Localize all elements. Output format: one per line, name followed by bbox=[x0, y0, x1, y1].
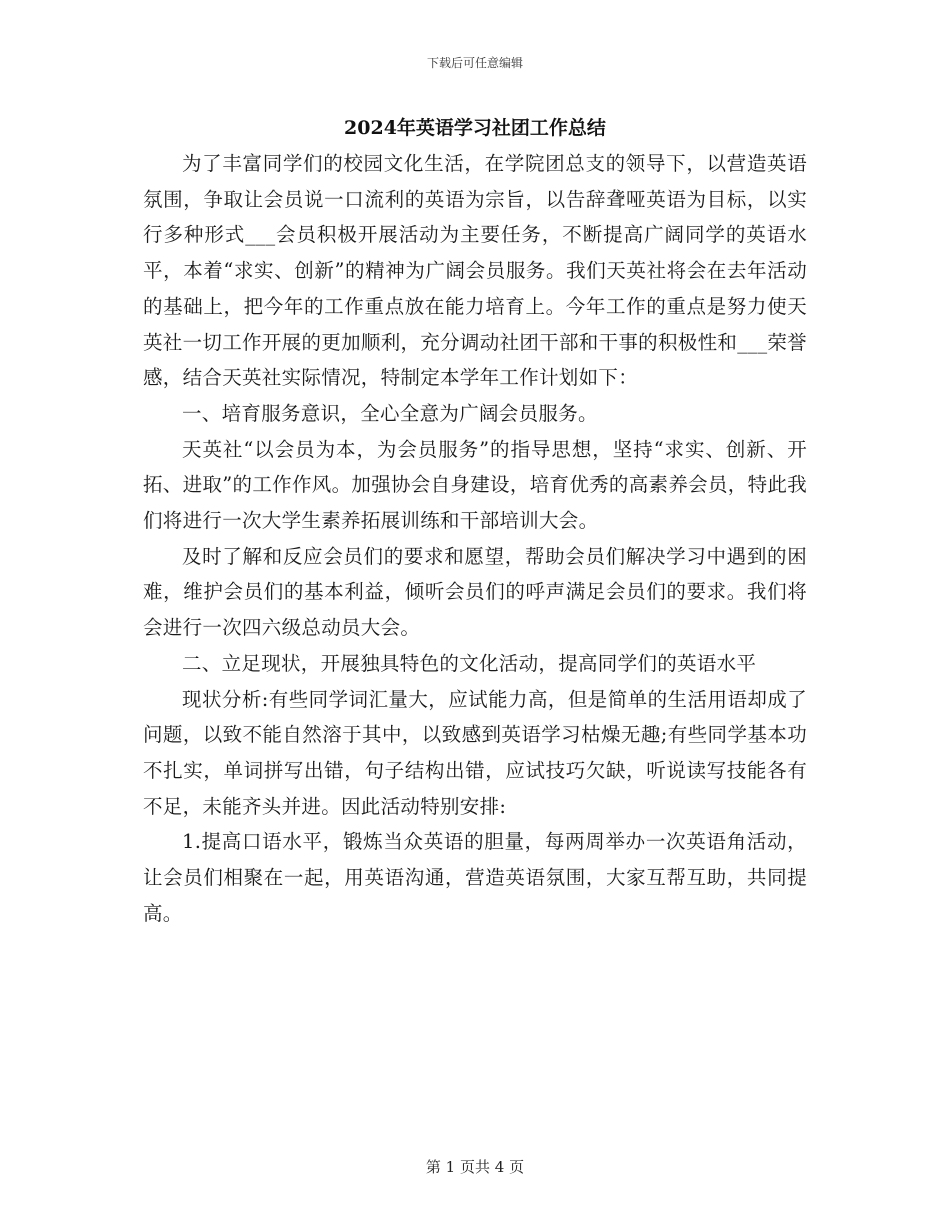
paragraph-guiding-thought: 天英社“以会员为本，为会员服务”的指导思想，坚持“求实、创新、开拓、进取”的工作作风。加强协会自身建设，培育优秀的高素养会员，特此我们将进行一次大学生素养拓展训练和干部培训大会。 bbox=[143, 437, 807, 533]
page-number: 第 1 页共 4 页 bbox=[425, 1158, 525, 1176]
paragraph-status-analysis: 现状分析:有些同学词汇量大，应试能力高，但是简单的生活用语却成了问题，以致不能自然溶于其中，以致感到英语学习枯燥无趣;有些同学基本功不扎实，单词拼写出错，句子结构出错，应试技巧欠缺，听说读写技能各有不足，未能齐头并进。因此活动特别安排: bbox=[143, 687, 807, 818]
paragraph-section-1-heading: 一、培育服务意识，全心全意为广阔会员服务。 bbox=[182, 401, 598, 425]
header-note: 下载后可任意编辑 bbox=[426, 56, 523, 70]
paragraph-item-1: 1.提高口语水平，锻炼当众英语的胆量，每两周举办一次英语角活动，让会员们相聚在一起，用英语沟通，营造英语氛围，大家互帮互助，共同提高。 bbox=[143, 830, 807, 925]
document-body bbox=[143, 146, 807, 931]
paragraph-member-needs: 及时了解和反应会员们的要求和愿望，帮助会员们解决学习中遇到的困难，维护会员们的基本利益，倾听会员们的呼声满足会员们的要求。我们将会进行一次四六级总动员大会。 bbox=[143, 544, 807, 640]
paragraph-intro: 为了丰富同学们的校园文化生活，在学院团总支的领导下，以营造英语氛围，争取让会员说一口流利的英语为宗旨，以告辞聋哑英语为目标，以实行多种形式___会员积极开展活动为主要任务，不断提高广阔同学的英语水平，本着“求实、创新”的精神为广阔会员服务。我们天英社将会在去年活动的基础上，把今年的工作重点放在能力培育上。今年工作的重点是努力使天英社一切工作开展的更加顺利，充分调动社团干部和干事的积极性和___荣誉感，结合天英社实际情况，特制定本学年工作计划如下： bbox=[143, 152, 807, 390]
document-title: 2024年英语学习社团工作总结 bbox=[344, 117, 606, 139]
paragraph-section-2-heading: 二、立足现状，开展独具特色的文化活动，提高同学们的英语水平 bbox=[182, 651, 757, 675]
